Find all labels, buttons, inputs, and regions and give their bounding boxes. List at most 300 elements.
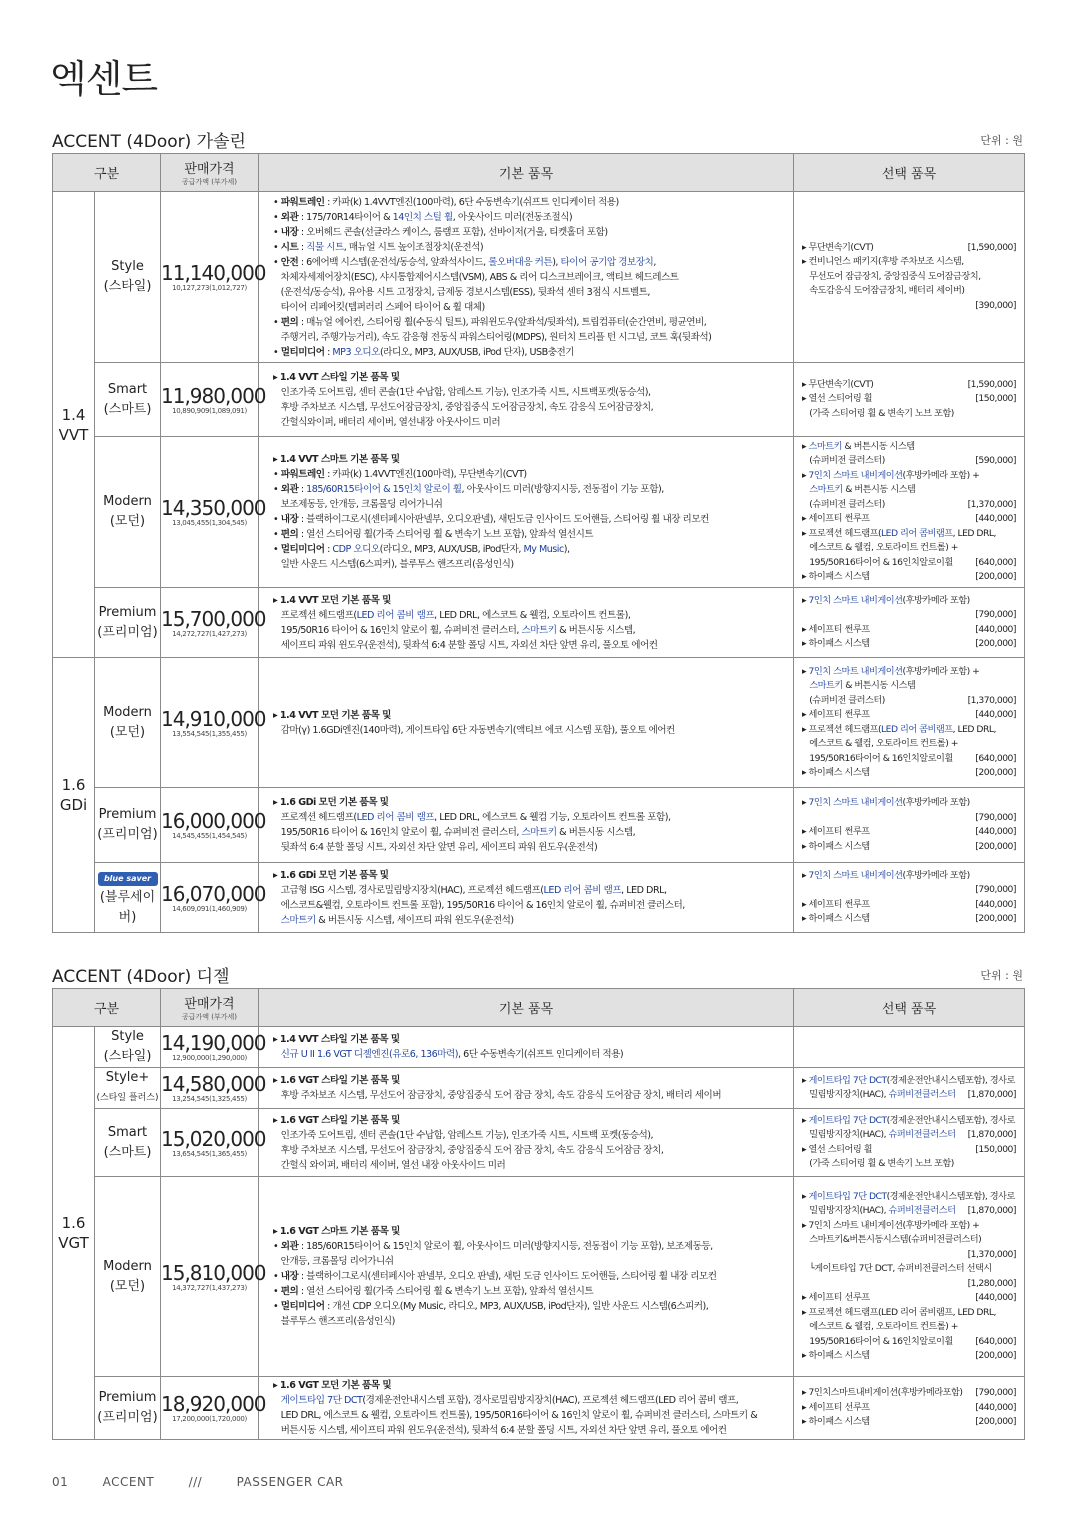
option-name (802, 1074, 1015, 1089)
option-item-line (802, 737, 1016, 752)
basic-item-line (273, 1032, 787, 1047)
option-text: (슈퍼비전 클러스터) (802, 694, 885, 706)
option-price: [1,870,000] (967, 1089, 1016, 1100)
gasoline-section-title: ACCENT (4Door) 가솔린 (52, 132, 246, 152)
option-item-line (802, 766, 1016, 781)
retail-price: 11,980,000 (161, 383, 266, 408)
option-name (802, 796, 970, 811)
basic-item-line (273, 608, 787, 623)
option-item-line (802, 570, 1016, 585)
option-text: ▸ 프로젝션 헤드램프( (802, 723, 882, 735)
feature-text: 안개등, 크롬몰딩 리어가니쉬 (273, 1256, 394, 1267)
feature-text: , 6단 수동변속기(쉬프트 인디케이터 적용) (458, 1049, 624, 1060)
feature-text: 내장 (280, 1271, 299, 1282)
option-name (802, 556, 953, 571)
option-text: 밀림방지장치(HAC), (802, 1129, 889, 1140)
price-cell (161, 658, 266, 788)
option-name (802, 1262, 992, 1277)
retail-price: 16,000,000 (161, 809, 266, 833)
feature-text: 멀티미디어 (280, 346, 325, 358)
option-name (802, 1415, 870, 1430)
option-price: [790,000] (975, 1387, 1016, 1399)
basic-item-line (273, 638, 787, 653)
feature-text: 1.4 VVT 스마트 기본 품목 및 (279, 454, 400, 465)
feature-text: , 아웃사이드 미러(전동조절식) (452, 211, 573, 223)
trim-cell (95, 863, 161, 933)
option-item-line (802, 1114, 1016, 1129)
feature-text: • (273, 469, 281, 480)
option-text: ▸ (802, 797, 809, 808)
option-text: ▸ 세이프티 선루프 (802, 1401, 870, 1413)
supply-price: 10,127,273(1,012,727) (172, 284, 247, 292)
retail-price: 14,580,000 (161, 1072, 266, 1096)
price-cell (161, 1027, 266, 1068)
feature-text: 멀티미디어 (280, 1301, 325, 1312)
option-price: [440,000] (975, 826, 1016, 837)
table-row (53, 1377, 1025, 1440)
option-item-line (802, 1349, 1016, 1364)
basic-item-line (273, 497, 787, 512)
option-item-line (802, 637, 1016, 652)
feature-text (273, 915, 281, 926)
engine-cell (53, 658, 95, 933)
supply-price: 14,545,455(1,454,545) (172, 832, 247, 840)
basic-item-line (273, 527, 787, 542)
trim-cell (95, 1027, 161, 1068)
basic-item-line (273, 898, 787, 913)
highlighted-option: 7인치 스마트 내비게이션 (808, 665, 903, 677)
feature-text: ), (552, 256, 561, 268)
option-text: (후방카메라 포함) (902, 797, 970, 808)
option-items-cell (794, 1377, 1025, 1440)
footer-category: PASSENGER CAR (236, 1475, 344, 1489)
option-item-line (802, 869, 1016, 884)
basic-item-line (273, 315, 787, 330)
trim-name-korean: (스타일 플러스) (96, 1093, 159, 1103)
feature-text: (운전석/동승석), 유아용 시트 고정장치, 급제동 경보시스템(ESS), 뒷좌석 센터 3점식 시트벨트, (273, 286, 650, 298)
option-text: ▸ 컨비니언스 패키지(후방 주차보조 시스템, (802, 256, 964, 268)
basic-item-line (273, 370, 787, 385)
option-text: (경제운전안내시스템포함), 경사로 (886, 1074, 1015, 1086)
supply-price: 13,654,545(1,365,455) (172, 1149, 247, 1158)
feature-text: 1.6 VGT 스마트 기본 품목 및 (279, 1226, 400, 1237)
option-item-line (802, 1291, 1016, 1306)
highlighted-feature: 스마트키 (521, 624, 557, 636)
option-name (802, 512, 870, 527)
option-text: 에스코트 & 웰컴, 오토라이트 컨트롤) + (802, 1321, 958, 1332)
option-item-line (802, 1386, 1016, 1401)
option-text: 에스코트 & 웰컴, 오토라이트 컨트롤) + (802, 542, 958, 553)
feature-text: : 오버헤드 콘솔(선글라스 케이스, 룸램프 포함), 선바이저(거울, 티켓홀더 포함) (298, 226, 608, 238)
option-name (802, 1320, 958, 1335)
feature-text: & 버튼시동 시스템, (556, 827, 636, 838)
feature-text: 버튼시동 시스템, 세이프티 파워 윈도우(운전석), 뒷좌석 6:4 분할 폴딩 시트, 자외선 차단 앞면 유리, 풀오토 에어컨 (273, 1425, 727, 1436)
basic-items-cell (259, 437, 794, 588)
price-cell (161, 788, 266, 863)
basic-items-cell (259, 1177, 794, 1377)
option-name (802, 454, 885, 469)
highlighted-feature: MP3 오디오 (332, 346, 380, 358)
feature-text: 파워트레인 (280, 196, 325, 208)
trim-name-korean: (스마트) (103, 401, 152, 417)
option-name (802, 440, 915, 455)
option-price: [150,000] (975, 393, 1016, 405)
retail-price: 11,140,000 (161, 261, 266, 285)
option-text: ▸ 세이프티 썬루프 (802, 898, 870, 910)
option-item-line (802, 898, 1016, 913)
highlighted-option: 슈퍼비전클러스터 (888, 1205, 956, 1216)
basic-items-cell (259, 192, 794, 363)
feature-text: ▸ (273, 454, 280, 465)
option-price: [390,000] (975, 299, 1016, 311)
basic-items-cell (259, 588, 794, 658)
basic-items-cell (259, 863, 794, 933)
option-text: (경제운전안내시스템포함), 경사로 (886, 1190, 1015, 1202)
option-items-cell (794, 1068, 1025, 1109)
option-name (802, 594, 970, 609)
basic-item-line (273, 482, 787, 497)
feature-text: 1.4 VVT 스타일 기본 품목 및 (279, 371, 400, 383)
trim-name-korean: (프리미엄) (97, 624, 158, 640)
highlighted-feature: 롤오버대응 커튼 (488, 256, 553, 268)
option-item-line (802, 1128, 1016, 1143)
option-items-cell (794, 1109, 1025, 1177)
option-item-line (802, 1335, 1016, 1350)
option-item-line (802, 723, 1016, 738)
basic-items-cell (259, 1027, 794, 1068)
feature-text: 타이어 리페어킷(템퍼러리 스페어 타이어 & 휠 대체) (273, 301, 485, 313)
supply-price: 12,900,000(1,290,000) (172, 1054, 247, 1062)
trim-name: Smart (107, 381, 148, 397)
option-item-line (802, 708, 1016, 723)
option-name (802, 623, 870, 638)
option-text: (후방카메라 포함) + (902, 665, 980, 677)
basic-item-line (273, 1408, 787, 1423)
trim-name-korean: (스타일) (103, 279, 152, 294)
feature-text: 후방 주차보조 시스템, 무선도어 잠금장치, 중앙집중식 도어 잠금 장치, 속도 감응식 도어잠금 장치, 배터리 세이버 (273, 1090, 722, 1101)
option-name (802, 679, 915, 694)
highlighted-option: 게이트타입 7단 DCT (808, 1074, 887, 1086)
option-name (802, 241, 873, 256)
feature-text: 간헐식와이퍼, 배터리 세이버, 열선내장 아웃사이드 미러 (273, 416, 501, 428)
option-items-cell (794, 788, 1025, 863)
table-row (53, 1068, 1025, 1109)
option-text: ▸ 세이프티 썬루프 (802, 513, 870, 524)
trim-name-korean: (모던) (109, 1278, 146, 1294)
option-items-cell (794, 863, 1025, 933)
feature-text: 시트 (280, 241, 299, 253)
option-text: 무선도어 잠금장치, 중앙집중식 도어잠금장치, (802, 270, 981, 282)
trim-cell (95, 1377, 161, 1440)
feature-text: : 매뉴얼 에어컨, 스티어링 휠(수동식 틸트), 파워윈도우(앞좌석/뒷좌석), 트립컴퓨터(순간연비, 평균연비, (298, 316, 707, 328)
basic-item-line (273, 255, 787, 270)
feature-text: ▸ (273, 709, 280, 721)
header-category: 구분 (53, 989, 161, 1027)
option-item-line (802, 1401, 1016, 1416)
option-item-line (802, 883, 1016, 898)
option-text: 에스코트 & 웰컴, 오토라이트 컨트롤) + (802, 738, 958, 749)
basic-items-cell (259, 1377, 794, 1440)
highlighted-option: 게이트타입 7단 DCT (808, 1190, 887, 1202)
option-text: ▸ 하이패스 시스템 (802, 571, 870, 582)
basic-item-line (273, 415, 787, 430)
option-item-line (802, 1306, 1016, 1321)
trim-name: Style+ (105, 1070, 150, 1085)
feature-text: 195/50R16 타이어 & 16인치 알로이 휠, 슈퍼비전 클러스터, (273, 624, 522, 636)
highlighted-feature: 타이어 공기압 경보장치 (560, 256, 654, 268)
basic-item-line (273, 452, 787, 467)
basic-item-line (273, 723, 787, 738)
option-item-line (802, 378, 1016, 393)
feature-text: 간헐식 와이퍼, 배터리 세이버, 열선 내장 아웃사이드 미러 (273, 1159, 506, 1171)
trim-name-korean: (모던) (109, 724, 146, 740)
option-name (802, 665, 979, 680)
basic-item-line (273, 1314, 787, 1329)
trim-name: Premium (98, 807, 157, 822)
trim-name: Modern (103, 1258, 152, 1274)
option-item-line (802, 392, 1016, 407)
trim-cell (95, 1068, 161, 1109)
option-text: ▸ 7인치 스마트 내비게이션(후방카메라 포함) + (802, 1219, 980, 1231)
gasoline-unit-label: 단위 : 원 (980, 134, 1023, 147)
option-item-line (802, 1219, 1016, 1234)
highlighted-option: 슈퍼비전클러스터 (888, 1089, 956, 1100)
trim-cell (95, 1177, 161, 1377)
feature-text: (라디오, MP3, AUX/USB, iPod 단자), USB충전기 (379, 346, 575, 358)
option-text: ▸ (802, 594, 809, 606)
option-name (802, 527, 996, 542)
feature-text: : 175/70R14타이어 & (298, 211, 393, 223)
supply-price: 13,554,545(1,355,455) (172, 729, 247, 738)
price-cell (161, 1377, 266, 1440)
basic-items-cell (259, 658, 794, 788)
option-item-line (802, 440, 1016, 455)
highlighted-feature: LED 리어 콤비 램프 (543, 884, 622, 896)
option-text: ▸ (802, 665, 809, 677)
feature-text: 고급형 ISG 시스템, 경사로밀림방지장치(HAC), 프로젝션 헤드램프( (273, 884, 544, 896)
option-items-cell (794, 363, 1025, 437)
basic-item-line (273, 883, 787, 898)
option-item-line (802, 1157, 1016, 1172)
option-item-line (802, 1262, 1016, 1277)
feature-text: , LED DRL, 에스코트 & 웰컴, 오토라이트 컨트롤), (434, 609, 631, 621)
option-price: [790,000] (975, 884, 1016, 895)
feature-text: ▸ (273, 594, 280, 606)
supply-price: 10,890,909(1,089,091) (172, 406, 247, 415)
header-price-main: 판매가격 (184, 162, 235, 177)
supply-price: 14,272,727(1,427,273) (172, 629, 247, 638)
basic-item-line (273, 1254, 787, 1269)
basic-item-line (273, 400, 787, 415)
retail-price: 14,910,000 (161, 706, 266, 731)
header-price-main: 판매가격 (184, 997, 235, 1012)
retail-price: 15,700,000 (161, 606, 266, 631)
feature-text: ▸ (273, 869, 280, 881)
option-item-line (802, 623, 1016, 638)
option-name (802, 1306, 996, 1321)
supply-price: 14,609,091(1,460,909) (172, 904, 247, 913)
trim-name: Premium (98, 1390, 157, 1405)
supply-price: 13,254,545(1,325,455) (172, 1095, 247, 1103)
feature-text: (경제운전안내시스템 포함), 경사로밀림방지장치(HAC), 프로젝션 헤드램프(LED 리어 콤비 램프, (362, 1395, 739, 1406)
feature-text: : (324, 544, 333, 555)
option-name (802, 1386, 962, 1401)
option-item-line (802, 665, 1016, 680)
basic-items-cell (259, 788, 794, 863)
option-name (802, 766, 870, 781)
option-name (802, 255, 964, 270)
feature-text: • (273, 544, 281, 555)
option-price: [1,370,000] (967, 694, 1016, 706)
trim-name: Style (111, 1029, 144, 1044)
blue-saver-logo: blue saver (98, 872, 158, 886)
highlighted-feature: 신규 U II 1.6 VGT 디젤엔진(유로6, 136마력) (280, 1049, 459, 1060)
highlighted-feature: LED 리어 콤비 램프 (356, 812, 435, 823)
feature-text: 일반 사운드 시스템(6스피커), 블루투스 핸즈프리(음성인식) (273, 559, 514, 570)
table-row (53, 588, 1025, 658)
option-price: [640,000] (975, 752, 1016, 764)
basic-item-line (273, 1143, 787, 1158)
option-text: (슈퍼비전 클러스터) (802, 498, 885, 510)
option-text: (후방카메라 포함) + (902, 469, 980, 481)
feature-text: 1.6 GDi 모던 기본 품목 및 (279, 797, 389, 808)
feature-text: 내장 (280, 514, 299, 525)
option-item-line (802, 1190, 1016, 1205)
basic-item-line (273, 1158, 787, 1173)
option-item-line (802, 498, 1016, 513)
basic-item-line (273, 1378, 787, 1393)
feature-text: 프로젝션 헤드램프( (273, 609, 357, 621)
feature-text: 1.6 GDi 모던 기본 품목 및 (279, 869, 389, 881)
highlighted-option: 7인치 스마트 내비게이션 (808, 594, 903, 606)
basic-item-line (273, 1073, 787, 1088)
option-price: [200,000] (975, 638, 1016, 649)
option-name (802, 1204, 955, 1219)
basic-item-line (273, 1113, 787, 1128)
option-name (802, 1128, 955, 1143)
basic-item-line (273, 210, 787, 225)
feature-text: 내장 (280, 226, 299, 238)
option-text: 195/50R16타이어 & 16인치알로이휠 (802, 752, 953, 764)
feature-text: 1.4 VVT 모던 기본 품목 및 (279, 709, 391, 721)
feature-text: (라디오, MP3, AUX/USB, iPod단자, (379, 544, 524, 555)
feature-text: 뒷좌석 6:4 분할 폴딩 시트, 자외선 차단 앞면 유리, 세이프티 파워 윈도우(운전석) (273, 842, 598, 853)
option-text: ▸ 무단변속기(CVT) (802, 241, 874, 253)
option-item-line (802, 1204, 1016, 1219)
option-item-line (802, 255, 1016, 270)
option-price: [640,000] (975, 1335, 1016, 1347)
feature-text: • (273, 1271, 281, 1282)
retail-price: 14,350,000 (161, 496, 266, 520)
feature-text: 편의 (280, 316, 299, 328)
option-name (802, 752, 953, 767)
feature-text: : 6에어백 시스템(운전석/동승석, 앞좌석사이드, (298, 256, 489, 268)
feature-text: , (653, 256, 656, 268)
engine-label: 1.4 VVT (58, 405, 89, 444)
option-item-line (802, 825, 1016, 840)
option-item-line (802, 679, 1016, 694)
basic-item-line (273, 285, 787, 300)
basic-item-line (273, 240, 787, 255)
feature-text: • (273, 211, 281, 223)
option-text: ▸ 세이프티 썬루프 (802, 826, 870, 837)
basic-item-line (273, 300, 787, 315)
feature-text: ▸ (273, 1380, 280, 1391)
feature-text: LED DRL, 에스코트 & 웰컴, 오토라이트 컨트롤), 195/50R16타이어 & 16인치 알로이 휠, 슈퍼비전 클러스터, 스마트키 & (273, 1410, 758, 1421)
basic-item-line (273, 1284, 787, 1299)
header-category: 구분 (53, 154, 161, 192)
feature-text: & 버튼시동 시스템, (556, 624, 636, 636)
feature-text: , LED DRL, 에스코트 & 웰컴 기능, 오토라이트 컨트롤 포함), (434, 812, 671, 823)
feature-text: 외관 (280, 211, 299, 223)
option-text: (가죽 스티어링 휠 & 변속기 노브 포함) (802, 1158, 954, 1169)
feature-text: 감마(γ) 1.6GDi엔진(140마력), 게이트타입 6단 자동변속기(액티브 에코 시스템 포함), 풀오토 에어컨 (273, 724, 675, 736)
basic-item-line (273, 512, 787, 527)
footer-page-number: 01 (52, 1475, 69, 1489)
option-text: ▸ 열선 스티어링 휠 (802, 393, 872, 405)
header-basic: 기본 품목 (259, 154, 794, 192)
table-header-row (53, 989, 1025, 1027)
option-price: [440,000] (975, 1292, 1016, 1303)
feature-text: ▸ (273, 371, 280, 383)
engine-label: 1.6 VGT (58, 1214, 89, 1252)
basic-items-cell (259, 1109, 794, 1177)
option-item-line (802, 1320, 1016, 1335)
option-item-line (802, 512, 1016, 527)
option-name (802, 1335, 953, 1350)
option-name (802, 392, 872, 407)
option-name (802, 284, 964, 299)
option-item-line (802, 241, 1016, 256)
option-text: ▸ (802, 869, 809, 881)
feature-text: 후방 주차보조 시스템, 무선도어 잠금장치, 중앙집중식 도어 잠금 장치, 속도 감응식 도어잠금 장치, (273, 1144, 664, 1156)
feature-text: 프로젝션 헤드램프( (273, 812, 357, 823)
option-text: ▸ 세이프티 썬루프 (802, 709, 870, 720)
option-name (802, 1349, 870, 1364)
feature-text: , 아웃사이드 미러(방향지시등, 전동접이 기능 포함), (461, 484, 664, 495)
trim-name: Style (111, 259, 144, 274)
basic-item-line (273, 467, 787, 482)
price-cell (161, 1068, 266, 1109)
option-name (802, 1190, 1015, 1205)
option-price: [590,000] (975, 455, 1016, 466)
option-items-cell (794, 437, 1025, 588)
trim-name-korean: (스타일) (103, 1049, 152, 1064)
option-price: [200,000] (975, 840, 1016, 852)
option-text: ▸ 하이패스 시스템 (802, 840, 870, 852)
option-price: [1,370,000] (967, 1248, 1016, 1260)
basic-item-line (273, 385, 787, 400)
option-item-line (802, 1277, 1016, 1292)
option-text: & 버튼시동 시스템 (842, 680, 916, 691)
feature-text: 주행거리, 주행가능거리), 속도 감응형 전동식 파워스티어링(MDPS), 원터치 트리플 턴 시그널, 코트 훅(뒷좌석) (273, 331, 712, 343)
option-item-line (802, 608, 1016, 623)
option-name (802, 469, 979, 484)
engine-cell (53, 1027, 95, 1440)
table-row (53, 658, 1025, 788)
header-option: 선택 품목 (794, 989, 1025, 1027)
option-name (802, 483, 915, 498)
feature-text: 세이프티 파워 윈도우(운전석), 뒷좌석 6:4 분할 폴딩 시트, 자외선 차단 앞면 유리, 풀오토 에어컨 (273, 639, 658, 651)
option-name (802, 898, 870, 913)
option-text: ▸ (802, 1074, 809, 1086)
table-row (53, 1177, 1025, 1377)
feature-text: : 카파(k) 1.4VVT엔진(100마력), 6단 수동변속기(쉬프트 인디케이터 적용) (324, 196, 619, 208)
feature-text: 차체자세제어장치(ESC), 샤시통합제어시스템(VSM), ABS & 리어 디스크브레이크, 액티브 헤드레스트 (273, 271, 679, 283)
basic-item-line (273, 868, 787, 883)
option-name (802, 1291, 870, 1306)
option-price: [640,000] (975, 556, 1016, 568)
